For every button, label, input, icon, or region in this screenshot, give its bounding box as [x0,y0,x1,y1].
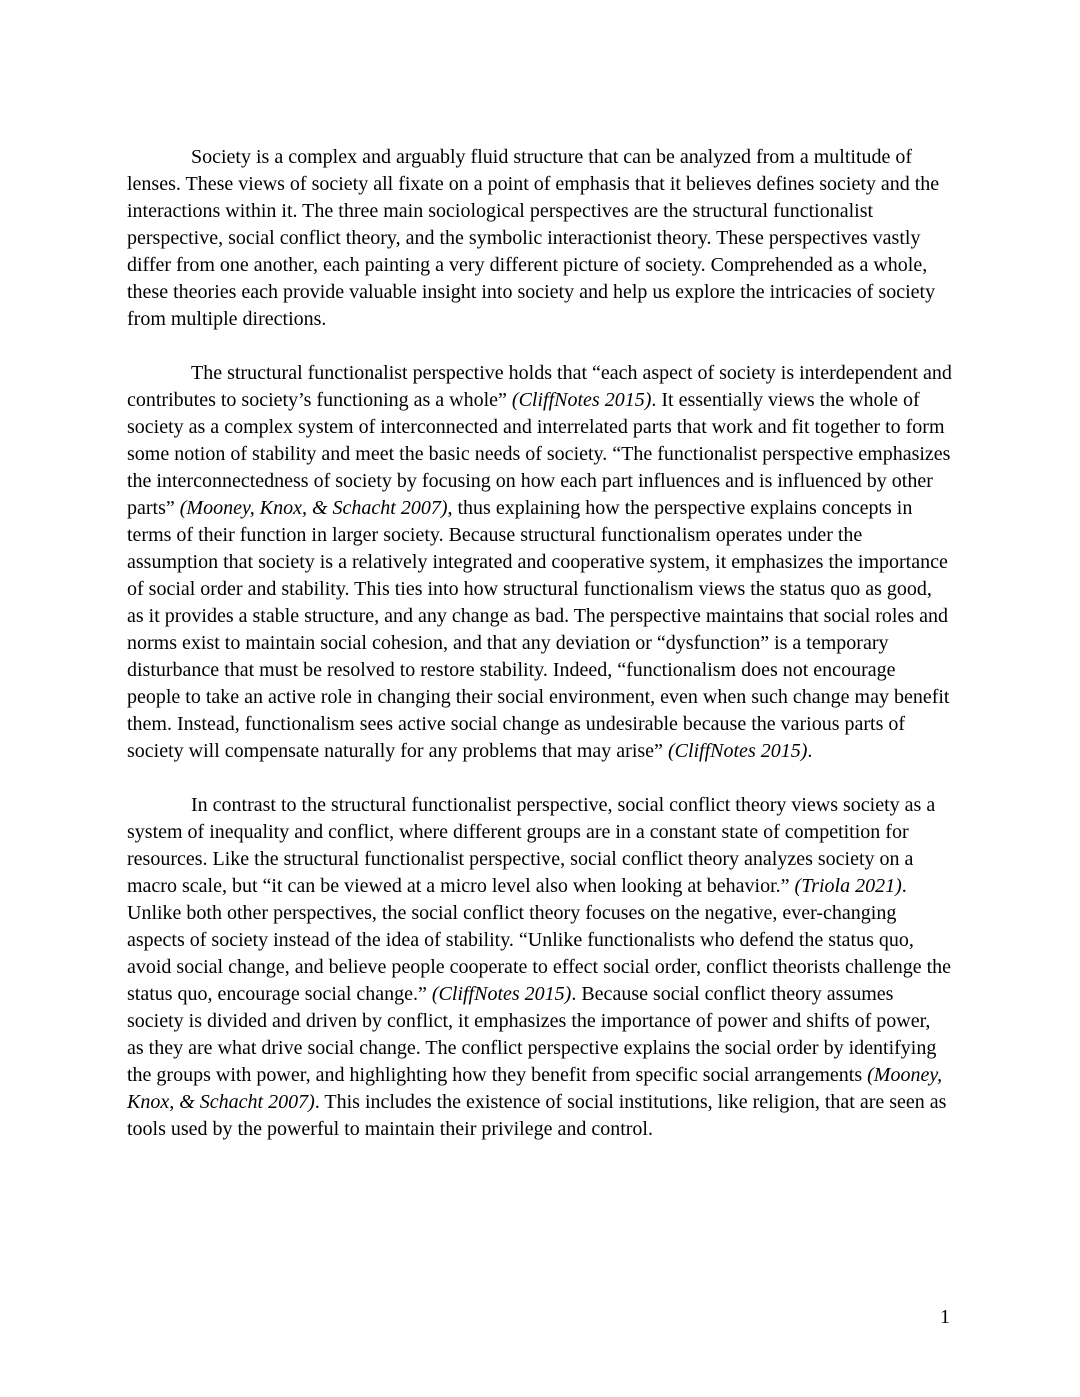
text-segment: . Unlike both other perspectives, the social conflict theory focuses on the negative, ever-changing aspects of society instead of the idea of stability. “Unlike functionalists who defend the status quo, avoid social change, and believe people cooperate to effect social order, conflict theorists challenge the status quo, encourage social change.” [127,875,952,1005]
text-segment: . Because social conflict theory assumes society is divided and driven by conflict, it emphasizes the importance of power and shifts of power, as they are what drive social change. The conflict perspective explains the social order by identifying the groups with power, and highlighting how they benefit from specific social arrangements [127,983,937,1086]
paragraph [127,360,952,765]
citation: (CliffNotes 2015) [431,983,572,1005]
citation: (Mooney, Knox, & Schacht 2007) [179,497,448,519]
page-number: 1 [940,1306,950,1328]
text-segment: . It essentially views the whole of society as a complex system of interconnected and interrelated parts that work and fit together to form some notion of stability and meet the basic needs of society. “The functionalist perspective emphasizes the interconnectedness of society by focusing on how each part influences and is influenced by other parts” [127,389,951,519]
text-segment: , thus explaining how the perspective explains concepts in terms of their function in larger society. Because structural functionalism operates under the assumption that society is a relatively integrated and cooperative system, it emphasizes the importance of social order and stability. This ties into how structural functionalism views the status quo as good, as it provides a stable structure, and any change as bad. The perspective maintains that social roles and norms exist to maintain social cohesion, and that any deviation or “dysfunction” is a temporary disturbance that must be resolved to restore stability. Indeed, “functionalism does not encourage people to take an active role in changing their social environment, even when such change may benefit them. Instead, functionalism sees active social change as undesirable because the various parts of society will compensate naturally for any problems that may arise” [127,497,950,762]
paragraph [127,144,952,333]
citation: (CliffNotes 2015) [511,389,652,411]
text-segment: In contrast to the structural functionalist perspective, social conflict theory views society as a system of inequality and conflict, where different groups are in a constant state of competition for resources. Like the structural functionalist perspective, social conflict theory analyzes society on a macro scale, but “it can be viewed at a micro level also when looking at behavior.” [127,794,936,897]
citation: (Triola 2021) [794,875,902,897]
text-segment: Society is a complex and arguably fluid structure that can be analyzed from a multitude of lenses. These views of society all fixate on a point of emphasis that it believes defines society and the interactions within it. The three main sociological perspectives are the structural functionalist perspective, social conflict theory, and the symbolic interactionist theory. These perspectives vastly differ from one another, each painting a very different picture of society. Comprehended as a whole, these theories each provide valuable insight into society and help us explore the intricacies of society from multiple directions. [127,146,940,330]
text-segment: The structural functionalist perspective holds that “each aspect of society is interdependent and contributes to society’s functioning as a whole” [127,362,952,411]
citation: (Mooney, Knox, & Schacht 2007) [127,1064,943,1113]
document-body [127,144,952,1170]
text-segment: . [807,740,813,762]
citation: (CliffNotes 2015) [667,740,808,762]
text-segment: . This includes the existence of social institutions, like religion, that are seen as tools used by the powerful to maintain their privilege and control. [127,1091,947,1140]
paragraph [127,792,952,1143]
